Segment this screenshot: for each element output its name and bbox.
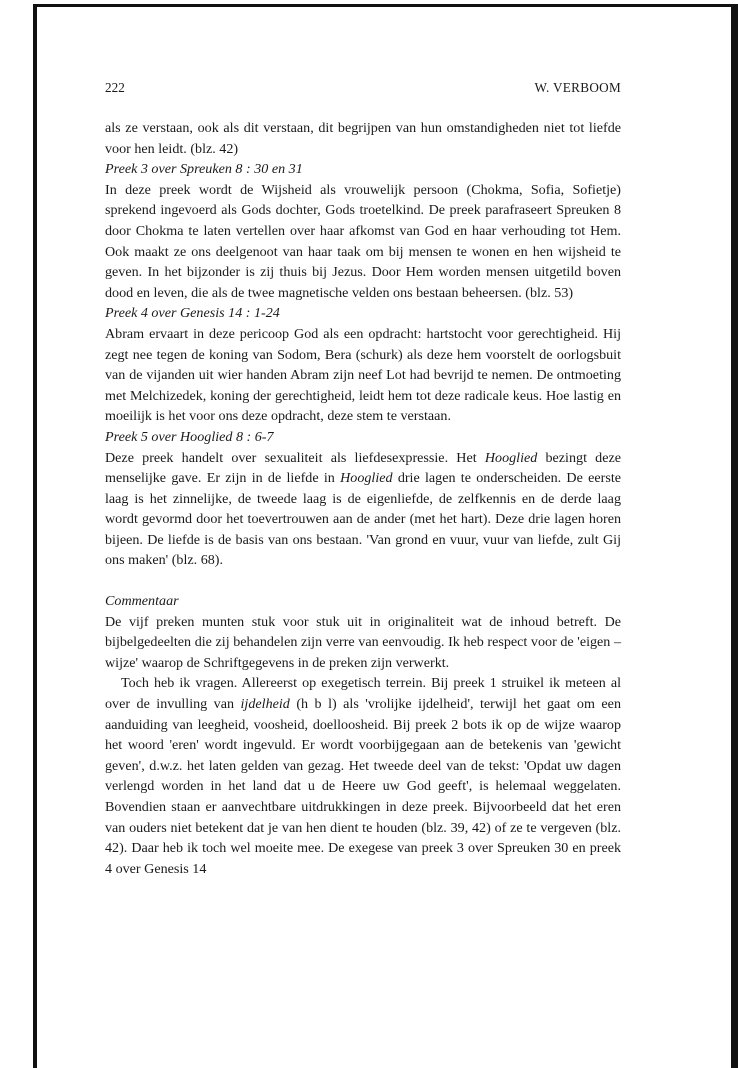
- section-heading: [105, 159, 621, 180]
- section-heading: [105, 591, 621, 612]
- text-run: Preek 5 over Hooglied 8 : 6-7: [105, 428, 274, 445]
- page-content: [105, 70, 621, 879]
- text-run: (h b l) als 'vrolijke ijdelheid', terwijl het gaat om een aanduiding van leegheid, voosheid, doelloosheid. Bij preek 2 bots ik op de wijze waarop het woord 'eren' wordt ingevuld. Er wordt voorbijgegaan aan de betekenis van 'gewicht geven', d.w.z. het laten gelden van gezag. Het tweede deel van de tekst: 'Opdat uw dagen verlengd worden in het land dat u de Heere uw God geeft', is helemaal weggelaten. Bovendien staan er aanvechtbare uitdrukkingen in deze preek. Bijvoorbeeld dat het eren van ouders niet betekent dat je van hen dient te houden (blz. 39, 42) of ze te vergeven (blz. 42). Daar heb ik toch wel moeite mee. De exegese van preek 3 over Spreuken 30 en preek 4 over Genesis 14: [105, 696, 621, 877]
- paragraph: [105, 673, 621, 879]
- text-run: Preek 4 over Genesis 14 : 1-24: [105, 305, 280, 322]
- italic-term: Hooglied: [340, 470, 393, 487]
- text-run: drie lagen te onderscheiden. De eerste laag is het zinnelijke, de tweede laag is de eigenliefde, de zelfkennis en de derde laag wordt gevormd door het toevertrouwen aan de ander (met het hart). Deze drie lagen horen bijeen. De liefde is de basis van ons bestaan. 'Van grond en vuur, vuur van liefde, zult Gij ons maken' (blz. 68).: [105, 470, 621, 569]
- text-run: De vijf preken munten stuk voor stuk uit in originaliteit wat de inhoud betreft. De bijbelgedeelten die zij behandelen zijn verre van eenvoudig. Ik heb respect voor de 'eigen – wijze' waarop de Schriftgegevens in de preken zijn verwerkt.: [105, 613, 621, 671]
- text-run: Commentaar: [105, 593, 179, 610]
- text-run: als ze verstaan, ook als dit verstaan, dit begrijpen van hun omstandigheden niet tot liefde voor hen leidt. (blz. 42): [105, 120, 621, 157]
- paragraph: [105, 324, 621, 427]
- text-run: Preek 3 over Spreuken 8 : 30 en 31: [105, 161, 303, 178]
- scan-border-top: [33, 4, 738, 7]
- running-author: W. VERBOOM: [534, 80, 621, 95]
- paragraph: [105, 180, 621, 304]
- text-run: bezingt deze menselijke gave. Er zijn in de liefde in: [105, 449, 621, 487]
- text-run: Toch heb ik vragen. Allereerst op exegetisch terrein. Bij preek 1 struikel ik meteen al over de invulling van: [105, 675, 621, 713]
- text-run: Deze preek handelt over sexualiteit als liefdesexpressie. Het: [105, 449, 485, 466]
- running-header: [105, 80, 621, 100]
- page-number: 222: [105, 80, 125, 95]
- italic-term: Hooglied: [484, 449, 538, 466]
- scan-border-right: [731, 4, 738, 1068]
- paragraph: [105, 448, 621, 572]
- scan-border-left: [33, 4, 37, 1068]
- paragraph: [105, 118, 621, 159]
- section-heading: [105, 427, 621, 448]
- text-run: Abram ervaart in deze pericoop God als een opdracht: hartstocht voor gerechtigheid. Hij zegt nee tegen de koning van Sodom, Bera (schurk) als deze hem voorstelt de oorlogsbuit van de vijanden uit wier handen Abram zijn neef Lot had bevrijd te nemen. De ontmoeting met Melchizedek, koning der gerechtigheid, leidt hem tot deze radicale keus. Hoe lastig en moeilijk is het voor ons deze opdracht, deze stem te verstaan.: [105, 325, 621, 425]
- section-heading: [105, 303, 621, 324]
- text-run: In deze preek wordt de Wijsheid als vrouwelijk persoon (Chokma, Sofia, Sofietje) sprekend ingevoerd als Gods dochter, Gods troetelkind. De preek parafraseert Spreuken 8 door Chokma te laten vertellen over haar afkomst van God en haar verhouding tot Hem. Ook maakt ze ons deelgenoot van haar taak om bij mensen te wonen en hen wijsheid te geven. In het bijzonder is zij thuis bij Jezus. Door Hem worden mensen uitgetild boven dood en leven, die als de twee magnetische velden ons bestaan beheersen. (blz. 53): [105, 181, 621, 301]
- italic-term: ijdelheid: [240, 696, 290, 713]
- body-text: [105, 118, 621, 879]
- paragraph: [105, 612, 621, 674]
